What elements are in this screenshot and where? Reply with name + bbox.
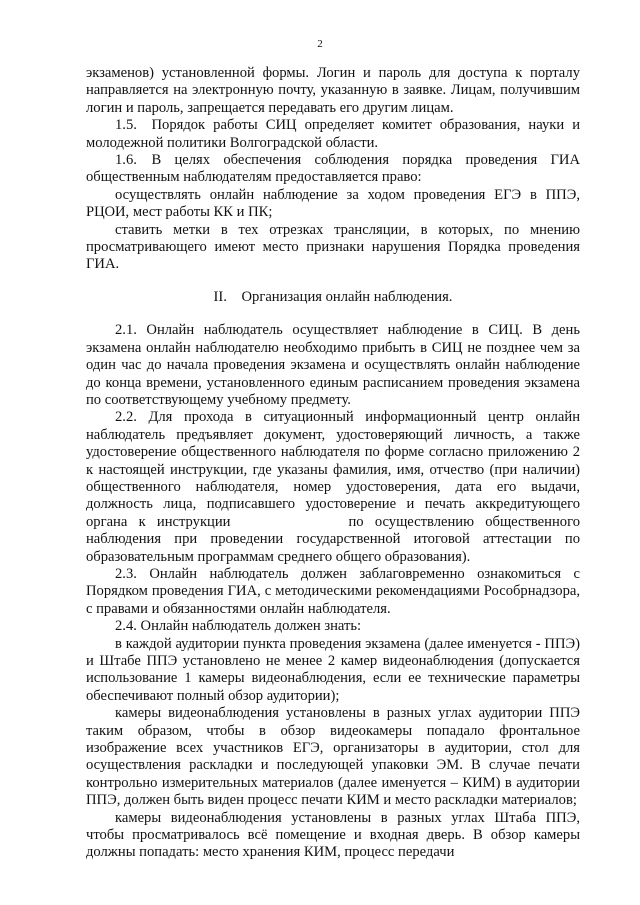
paragraph-1-6: 1.6. В целях обеспечения соблюдения порядка проведения ГИА общественным наблюдателям предоставляется право:	[86, 152, 580, 186]
paragraph-right-marks: ставить метки в тех отрезках трансляции, в которых, по мнению просматривающего имеют место признаки нарушения Порядка проведения ГИА.	[86, 221, 580, 273]
paragraph-2-2-tail: по осуществлению общественного наблюдения при проведении государственной итоговой аттестации по образовательным программам среднего общего образования).	[86, 513, 580, 565]
page-number: 2	[317, 38, 323, 50]
paragraph-2-4: 2.4. Онлайн наблюдатель должен знать:	[115, 618, 362, 635]
paragraph-cameras-headquarters: камеры видеонаблюдения установлены в разных углах Штаба ППЭ, чтобы просматривалось всё помещение и входная дверь. В обзор камеры должны попадать: место хранения КИМ, процесс передачи	[86, 809, 580, 861]
paragraph-cameras-count: в каждой аудитории пункта проведения экзамена (далее именуется - ППЭ) и Штабе ППЭ установлено не менее 2 камер видеонаблюдения (допускается использование 1 камеры видеонаблюдения, если ее технические параметры обеспечивают полный обзор аудитории);	[86, 635, 580, 704]
paragraph-right-online: осуществлять онлайн наблюдение за ходом проведения ЕГЭ в ППЭ, РЦОИ, мест работы КК и ПК;	[86, 186, 580, 221]
document-body	[86, 65, 580, 862]
section-heading: II. Организация онлайн наблюдения.	[213, 288, 453, 305]
paragraph-2-3: 2.3. Онлайн наблюдатель должен заблаговременно ознакомиться с Порядком проведения ГИА, с методическими рекомендациями Рособрнадзора, с правами и обязанностями онлайн наблюдателя.	[86, 565, 580, 617]
paragraph-2-1: 2.1. Онлайн наблюдатель осуществляет наблюдение в СИЦ. В день экзамена онлайн наблюдателю необходимо прибыть в СИЦ не позднее чем за один час до начала проведения экзамена и осуществлять онлайн наблюдение до конца времени, установленного единым расписанием проведения экзамена по соответствующему учебному предмету.	[86, 322, 580, 408]
paragraph-1-5: 1.5. Порядок работы СИЦ определяет комитет образования, науки и молодежной политики Волгоградской области.	[86, 117, 580, 151]
paragraph-2-2-text: 2.2. Для прохода в ситуационный информационный центр онлайн наблюдатель предъявляет документ, удостоверяющий личность, а также удостоверение общественного наблюдателя по форме согласно приложению 2 к настоящей инструкции, где указаны фамилия, имя, отчество (при наличии) общественного наблюдателя, номер удостоверения, дата его выдачи, должность лица, подписавшего удостоверение и печать аккредитующего органа к инструкции	[86, 409, 580, 530]
paragraph-continuation: экзаменов) установленной формы. Логин и пароль для доступа к порталу направляется на электронную почту, указанную в заявке. Лицам, получившим логин и пароль, запрещается передавать его другим лицам.	[86, 65, 580, 116]
paragraph-cameras-audience: камеры видеонаблюдения установлены в разных углах аудитории ППЭ таким образом, чтобы в обзор видеокамеры попадало фронтальное изображение всех участников ЕГЭ, организаторы в аудитории, стол для осуществления раскладки и последующей упаковки ЭМ. В случае печати контрольно измерительных материалов (далее именуется – КИМ) в аудитории ППЭ, должен быть виден процесс печати КИМ и место раскладки материалов;	[86, 705, 580, 809]
paragraph-2-2	[86, 409, 580, 566]
